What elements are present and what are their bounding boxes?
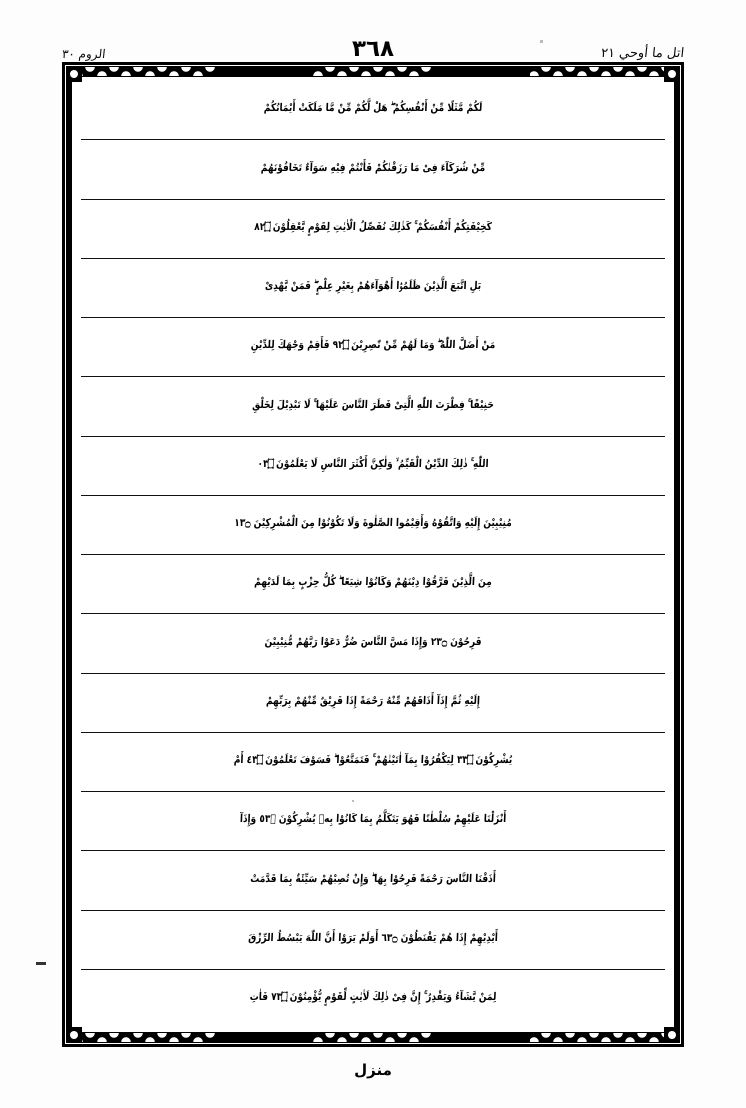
ayah-text: مُنِيْبِيْنَ إِلَيْهِ وَاتَّقُوْهُ وَأَقِيْمُوا الصَّلٰوةَ وَلَا تَكُوْنُوْا مِنَ الْمُشْرِكِيْنَ ۝٣١ [234,518,513,530]
left-ornament-rail [66,77,72,1032]
ayah-text: بَلِ اتَّبَعَ الَّذِيْنَ ظَلَمُوْۤا أَهْوَآءَهُمْ بِغَيْرِ عِلْمٍ ۖ فَمَنْ يَّهْدِىْ [264,281,482,293]
ayah-text: مِنَ الَّذِيْنَ فَرَّقُوْا دِيْنَهُمْ وَكَانُوْا شِيَعًا ۖ كُلُّ حِزْبٍ بِمَا لَدَيْهِمْ [254,577,493,590]
ayah-text: مَنْ أَضَلَّ اللّٰهُ ۖ وَمَا لَهُمْ مِّنْ نّٰصِرِيْنَ ۝٢٩ فَأَقِمْ وَجْهَكَ لِلدِّيْنِ [250,340,496,353]
ayah-line [81,200,665,259]
surah-name-label: الروم ٣٠ [61,47,107,61]
ayah-text: أَنْزَلْنَا عَلَيْهِمْ سُلْطٰنًا فَهُوَ يَتَكَلَّمُ بِمَا كَانُوْا بِهٖ يُشْرِكُوْنَ ۝٣٥ وَإِذَآ [239,814,507,827]
ayah-line [81,851,665,910]
corner-knot-top-left [66,66,82,82]
ayah-line [81,614,665,673]
ayah-line [81,81,665,140]
corner-knot-bottom-left [66,1027,82,1043]
ayah-text: مِّنْ شُرَكَآءَ فِىْ مَا رَزَقْنٰكُمْ فَأَنْتُمْ فِيْهِ سَوَآءٌ تَخَافُوْنَهُمْ [260,162,486,175]
ayah-text: لِمَنْ يَّشَآءُ وَيَقْدِرُ ۚ إِنَّ فِىْ ذٰلِكَ لَاٰيٰتٍ لِّقَوْمٍ يُّؤْمِنُوْنَ ۝٣٧ فَاٰتِ [249,992,497,1004]
ayah-line [81,555,665,614]
ayah-line [81,377,665,436]
ayah-text: أَيْدِيْهِمْ إِذَا هُمْ يَقْنَطُوْنَ ۝٣٦ أَوَلَمْ يَرَوْا أَنَّ اللّٰهَ يَبْسُطُ الرِّزْقَ [247,932,499,945]
page-footer [0,1060,746,1079]
ayah-text: كَخِيْفَتِكُمْ أَنْفُسَكُمْ ۚ كَذٰلِكَ نُفَصِّلُ الْاٰيٰتِ لِقَوْمٍ يَّعْقِلُوْنَ ۝٢٨ [253,221,493,234]
ayah-line [81,496,665,555]
ayah-text: لَكُمْ مَّثَلًا مِّنْ أَنْفُسِكُمْ ۖ هَلْ لَّكُمْ مِّنْ مَّا مَلَكَتْ أَيْمَانُكُمْ [263,103,483,116]
manzil-label: منزل [354,1061,392,1079]
scan-speckle [352,800,354,802]
frame-inner-rule [71,71,675,1038]
page-header [62,26,684,60]
ayah-line [81,792,665,851]
ayah-line [81,733,665,792]
ayah-line [81,911,665,970]
margin-tick-mark [36,962,46,965]
right-ornament-rail [674,77,680,1032]
ayah-text: فَرِحُوْنَ ۝٣٢ وَإِذَا مَسَّ النَّاسَ ضُرٌّ دَعَوْا رَبَّهُمْ مُّنِيْبِيْنَ [264,636,482,649]
corner-knot-top-right [664,66,680,82]
scan-speckle [540,40,543,43]
ayah-line [81,674,665,733]
ayah-text: أَذَقْنَا النَّاسَ رَحْمَةً فَرِحُوْا بِهَا ۖ وَإِنْ تُصِبْهُمْ سَيِّئَةٌ بِمَا قَدَّمَتْ [250,873,497,886]
ayah-text: اللّٰهِ ۚ ذٰلِكَ الدِّيْنُ الْقَيِّمُ ۙ وَلٰكِنَّ أَكْثَرَ النَّاسِ لَا يَعْلَمُوْنَ ۝٣٠ [257,458,489,471]
juz-name-label: اتل ما أوحي ٢١ [600,46,685,61]
ayah-line [81,140,665,199]
ayah-text: حَنِيْفًا ۚ فِطْرَتَ اللّٰهِ الَّتِىْ فَطَرَ النَّاسَ عَلَيْهَا ۚ لَا تَبْدِيْلَ لِخَلْقِ [251,399,495,412]
ayah-text: يُشْرِكُوْنَ ۝٣٣ لِيَكْفُرُوْا بِمَآ اٰتَيْنٰهُمْ ۚ فَتَمَتَّعُوْا ۖ فَسَوْفَ تَعْلَمُوْنَ ۝٣٤ أَمْ [233,755,513,767]
ayah-line [81,318,665,377]
ornamental-frame [62,62,684,1047]
ayah-line [81,259,665,318]
ayah-text: إِلَيْهِ ثُمَّ إِذَآ أَذَاقَهُمْ مِّنْهُ رَحْمَةً إِذَا فَرِيْقٌ مِّنْهُمْ بِرَبِّهِمْ [265,695,481,708]
page-number: ٣٦٨ [351,36,395,62]
ayah-line [81,437,665,496]
quran-text-block [81,81,665,1028]
ayah-line [81,970,665,1028]
corner-knot-bottom-right [664,1027,680,1043]
top-ornament-band [72,66,674,77]
bottom-ornament-band [72,1032,674,1043]
